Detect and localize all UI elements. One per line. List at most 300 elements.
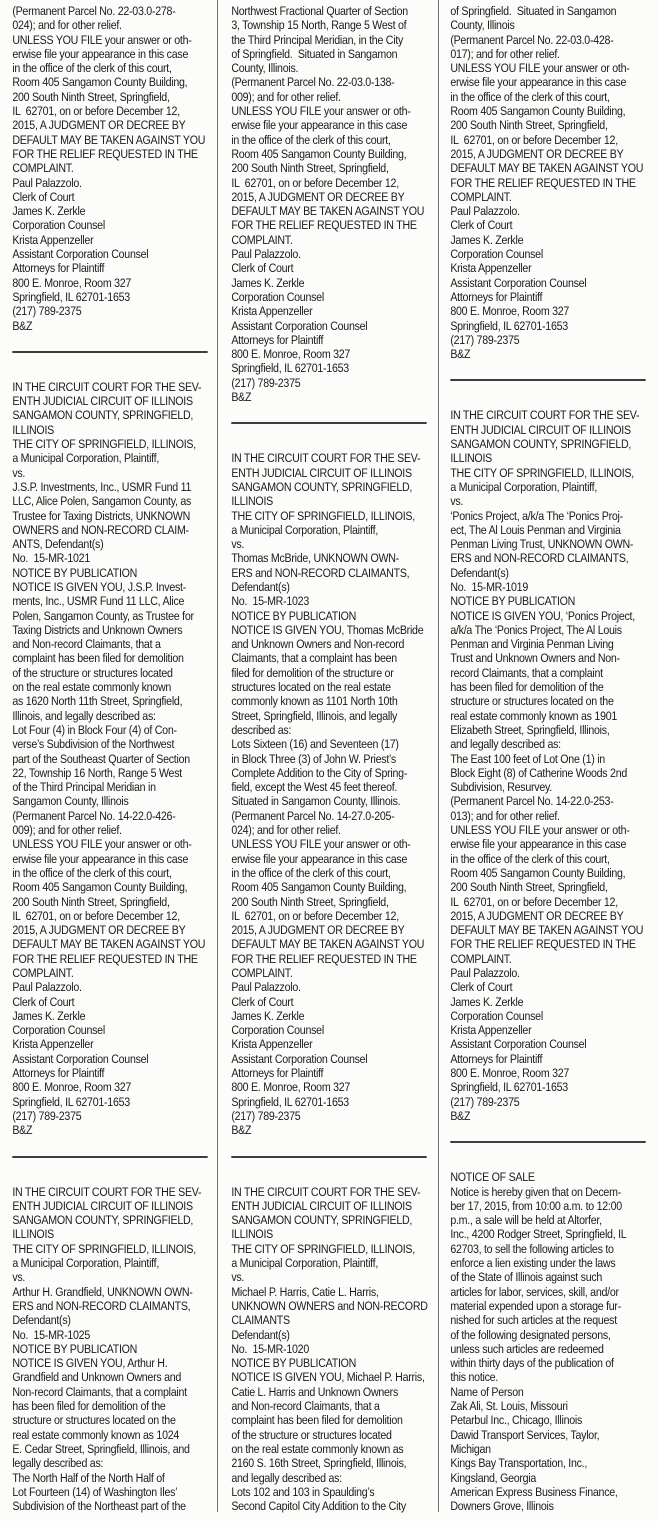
notice-line: (Permanent Parcel No. 14-22.0-426- bbox=[12, 808, 176, 823]
column-3-content bbox=[438, 4, 658, 1513]
notice-line: (217) 789-2375 bbox=[12, 304, 82, 319]
notice-line: (217) 789-2375 bbox=[450, 1094, 520, 1109]
notice-line: Attorneys for Plaintiff bbox=[231, 1066, 324, 1081]
notice-line: Springfield, IL 62701-1653 bbox=[450, 318, 568, 333]
notice-line: Krista Appenzeller bbox=[12, 232, 94, 247]
notice-line: COMPLAINT. bbox=[12, 966, 74, 980]
notice-line: ENTH JUDICIAL CIRCUIT OF ILLINOIS bbox=[231, 1198, 412, 1213]
notice-line: OWNERS and NON-RECORD CLAIM- bbox=[12, 522, 189, 537]
notice-line: of Springfield. Situated in Sangamon bbox=[231, 46, 398, 61]
notice-line: UNLESS YOU FILE your answer or oth- bbox=[12, 837, 192, 852]
notice-line: Defendant(s) bbox=[12, 1313, 71, 1328]
notice-line: structure or structures located on the bbox=[450, 694, 614, 709]
notice-line: erwise file your appearance in this case bbox=[231, 851, 408, 866]
notice-line: Northwest Fractional Quarter of Section bbox=[231, 4, 408, 18]
notice-separator-rule bbox=[12, 1156, 207, 1158]
notice-line: a Municipal Corporation, Plaintiff, bbox=[231, 522, 379, 537]
notice-line: ILLINOIS bbox=[12, 422, 54, 437]
notice-line: this notice. bbox=[450, 1370, 499, 1385]
notice-line: FOR THE RELIEF REQUESTED IN THE bbox=[450, 937, 636, 952]
notice-line: NOTICE IS GIVEN YOU, Thomas McBride bbox=[231, 622, 424, 637]
notice-line: IN THE CIRCUIT COURT FOR THE SEV- bbox=[12, 379, 202, 394]
notice-line: Kingsland, Georgia bbox=[450, 1470, 537, 1485]
notice-line: in the office of the clerk of this court, bbox=[450, 89, 610, 104]
notice-line: The East 100 feet of Lot One (1) in bbox=[450, 751, 605, 766]
notice-line: Springfield, IL 62701-1653 bbox=[12, 1094, 130, 1109]
notice-line: Krista Appenzeller bbox=[231, 304, 313, 319]
notice-separator-rule bbox=[12, 351, 207, 353]
notice-line: ENTH JUDICIAL CIRCUIT OF ILLINOIS bbox=[12, 1198, 193, 1213]
notice-line: IL 62701, on or before December 12, bbox=[231, 175, 399, 190]
notice-line: complaint has been filed for demolition bbox=[12, 651, 184, 666]
notice-line: (Permanent Parcel No. 22-03.0-428- bbox=[450, 32, 614, 47]
notice-line: commonly known as 1101 North 10th bbox=[231, 694, 398, 709]
notice-line: of the State of Illinois against such bbox=[450, 1270, 603, 1285]
notice-line: 009); and for other relief. bbox=[12, 823, 122, 838]
notice-case-15-MR-1019 bbox=[450, 408, 658, 1123]
notice-line: B&Z bbox=[450, 347, 471, 362]
notice-line: 62703, to sell the following articles to bbox=[450, 1241, 614, 1256]
notice-line: B&Z bbox=[231, 1123, 252, 1138]
notice-line: 2015, A JUDGMENT OR DECREE BY bbox=[231, 923, 405, 938]
notice-line: ERS and NON-RECORD CLAIMANTS, bbox=[12, 1298, 191, 1313]
notice-line: SANGAMON COUNTY, SPRINGFIELD, bbox=[12, 408, 194, 423]
notice-line: Clerk of Court bbox=[12, 189, 75, 204]
notice-line: of the structure or structures located bbox=[231, 1427, 392, 1442]
notice-line: 200 South Ninth Street, Springfield, bbox=[231, 894, 389, 909]
notice-line: and Non-record Claimants, that a bbox=[231, 1399, 380, 1414]
notice-line: B&Z bbox=[12, 1123, 33, 1138]
notice-line: American Express Business Finance, bbox=[450, 1484, 618, 1499]
notice-line: Corporation Counsel bbox=[231, 289, 324, 304]
notice-line: Michigan bbox=[450, 1441, 491, 1456]
notice-line: filed for demolition of the structure or bbox=[231, 665, 394, 680]
notice-line: Attorneys for Plaintiff bbox=[231, 332, 324, 347]
notice-line: UNLESS YOU FILE your answer or oth- bbox=[450, 823, 630, 838]
notice-line: and Unknown Owners and Non-record bbox=[231, 637, 405, 652]
notice-line: NOTICE BY PUBLICATION bbox=[450, 594, 576, 609]
notice-line: NOTICE BY PUBLICATION bbox=[12, 1341, 138, 1356]
notice-continued-parcel-22-03-0-138-009 bbox=[231, 4, 447, 404]
notice-line: Assistant Corporation Counsel bbox=[450, 1037, 587, 1052]
notice-separator-rule bbox=[450, 1141, 645, 1143]
notice-line: IL 62701, on or before December 12, bbox=[450, 132, 618, 147]
notice-line: Illinois, and legally described as: bbox=[12, 708, 156, 723]
notice-line: a Municipal Corporation, Plaintiff, bbox=[12, 1256, 160, 1271]
column-1 bbox=[0, 0, 219, 1513]
notice-line: NOTICE BY PUBLICATION bbox=[231, 608, 357, 623]
notice-line: erwise file your appearance in this case bbox=[450, 837, 627, 852]
notice-line: Paul Palazzolo. bbox=[12, 980, 82, 995]
notice-line: (Permanent Parcel No. 14-27.0-205- bbox=[231, 808, 395, 823]
notice-line: Defendant(s) bbox=[450, 565, 509, 580]
notice-line: Defendant(s) bbox=[231, 579, 290, 594]
notice-line: p.m., a sale will be held at Altorfer, bbox=[450, 1213, 602, 1228]
notice-line: 024); and for other relief. bbox=[231, 823, 341, 838]
notice-line: Paul Palazzolo. bbox=[12, 175, 82, 190]
notice-line: FOR THE RELIEF REQUESTED IN THE bbox=[231, 951, 417, 966]
notice-line: B&Z bbox=[12, 318, 33, 333]
notice-line: 800 E. Monroe, Room 327 bbox=[231, 1080, 351, 1095]
notice-line: COMPLAINT. bbox=[231, 966, 293, 980]
notice-line: in the office of the clerk of this court, bbox=[12, 865, 172, 880]
notice-line: 800 E. Monroe, Room 327 bbox=[231, 347, 351, 362]
notice-line: COMPLAINT. bbox=[450, 951, 512, 966]
notice-line: and legally described as: bbox=[450, 737, 561, 752]
notice-line: of the Third Principal Meridian in bbox=[12, 780, 156, 795]
notice-line: IL 62701, on or before December 12, bbox=[12, 104, 180, 119]
notice-line: County, Illinois bbox=[450, 18, 515, 33]
notice-line: Corporation Counsel bbox=[12, 218, 105, 233]
notice-line: verse’s Subdivision of the Northwest bbox=[12, 737, 175, 752]
notice-line: Zak Ali, St. Louis, Missouri bbox=[450, 1399, 568, 1414]
column-3 bbox=[438, 0, 657, 1513]
notice-line: FOR THE RELIEF REQUESTED IN THE bbox=[450, 175, 636, 190]
notice-line: Defendant(s) bbox=[231, 1327, 290, 1342]
notice-line: SANGAMON COUNTY, SPRINGFIELD, bbox=[231, 1213, 413, 1228]
notice-line: Trustee for Taxing Districts, UNKNOWN bbox=[12, 508, 191, 523]
notice-line: Springfield, IL 62701-1653 bbox=[231, 361, 349, 376]
notice-line: Krista Appenzeller bbox=[12, 1037, 94, 1052]
notice-line: Clerk of Court bbox=[450, 218, 513, 233]
notice-line: 200 South Ninth Street, Springfield, bbox=[12, 894, 170, 909]
notice-line: Non-record Claimants, that a complaint bbox=[12, 1384, 187, 1399]
notice-line: THE CITY OF SPRINGFIELD, ILLINOIS, bbox=[450, 465, 634, 480]
notice-line: ILLINOIS bbox=[450, 451, 492, 466]
notice-line: UNKNOWN OWNERS and NON-RECORD bbox=[231, 1298, 428, 1313]
notice-line: field, except the West 45 feet thereof. bbox=[231, 780, 398, 795]
notice-line: a Municipal Corporation, Plaintiff, bbox=[231, 1256, 379, 1271]
notice-line: Corporation Counsel bbox=[450, 247, 543, 262]
notice-line: structure or structures located on the bbox=[12, 1413, 176, 1428]
notice-line: Corporation Counsel bbox=[450, 1008, 543, 1023]
notice-line: No. 15-MR-1020 bbox=[231, 1341, 309, 1356]
notice-line: Clerk of Court bbox=[450, 980, 513, 995]
notice-line: CLAIMANTS bbox=[231, 1313, 290, 1328]
notice-line: James K. Zerkle bbox=[450, 232, 524, 247]
notice-line: ‘Ponics Project, a/k/a The ‘Ponics Proj- bbox=[450, 508, 623, 523]
notice-line: Assistant Corporation Counsel bbox=[12, 247, 149, 262]
notice-line: Attorneys for Plaintiff bbox=[450, 1051, 543, 1066]
notice-line: within thirty days of the publication of bbox=[450, 1356, 614, 1371]
notice-line: Sangamon County, Illinois bbox=[12, 794, 129, 809]
notice-line: 200 South Ninth Street, Springfield, bbox=[231, 161, 389, 176]
notice-line: record Claimants, that a complaint bbox=[450, 665, 603, 680]
notice-line: (217) 789-2375 bbox=[231, 375, 301, 390]
notice-of-sale-altorfer bbox=[450, 1170, 658, 1513]
notice-line: 2015, A JUDGMENT OR DECREE BY bbox=[12, 923, 186, 938]
notice-line: ENTH JUDICIAL CIRCUIT OF ILLINOIS bbox=[12, 394, 193, 409]
notice-line: ILLINOIS bbox=[231, 494, 273, 509]
notice-line: 800 E. Monroe, Room 327 bbox=[450, 304, 570, 319]
notice-line: 800 E. Monroe, Room 327 bbox=[12, 1080, 132, 1095]
notice-line: Room 405 Sangamon County Building, bbox=[12, 880, 188, 895]
notice-line: IL 62701, on or before December 12, bbox=[12, 908, 180, 923]
notice-line: Complete Addition to the City of Spring- bbox=[231, 765, 408, 780]
notice-line: and Non-record Claimants, that a bbox=[12, 637, 161, 652]
notice-line: 2015, A JUDGMENT OR DECREE BY bbox=[450, 146, 624, 161]
notice-line: Elizabeth Street, Springfield, Illinois, bbox=[450, 722, 610, 737]
notice-line: Attorneys for Plaintiff bbox=[450, 289, 543, 304]
notice-line: Catie L. Harris and Unknown Owners bbox=[231, 1384, 399, 1399]
notice-line: 22, Township 16 North, Range 5 West bbox=[12, 765, 182, 780]
notice-line: Taxing Districts and Unknown Owners bbox=[12, 622, 183, 637]
notice-line: NOTICE BY PUBLICATION bbox=[12, 565, 138, 580]
notice-line: Grandfield and Unknown Owners and bbox=[12, 1370, 182, 1385]
notice-line: Claimants, that a complaint has been bbox=[231, 651, 397, 666]
notice-line: Situated in Sangamon County, Illinois. bbox=[231, 794, 401, 809]
notice-line: James K. Zerkle bbox=[231, 275, 305, 290]
notice-line: Room 405 Sangamon County Building, bbox=[450, 104, 626, 119]
notice-line: ments, Inc., USMR Fund 11 LLC, Alice bbox=[12, 594, 185, 609]
notice-continued-parcel-22-03-0-278-024 bbox=[12, 4, 228, 333]
notice-line: DEFAULT MAY BE TAKEN AGAINST YOU bbox=[231, 937, 425, 952]
notice-line: Clerk of Court bbox=[12, 994, 75, 1009]
notice-line: and legally described as: bbox=[231, 1470, 342, 1485]
notice-line: unless such articles are redeemed bbox=[450, 1341, 604, 1356]
notice-line: a Municipal Corporation, Plaintiff, bbox=[450, 479, 598, 494]
notice-line: erwise file your appearance in this case bbox=[12, 851, 189, 866]
notice-line: part of the Southeast Quarter of Section bbox=[12, 751, 190, 766]
notice-line: Penman and Virginia Penman Living bbox=[450, 637, 614, 652]
notice-line: J.S.P. Investments, Inc., USMR Fund 11 bbox=[12, 479, 192, 494]
notice-line: ber 17, 2015, from 10:00 a.m. to 12:00 bbox=[450, 1198, 622, 1213]
notice-line: articles for labor, services, skill, and/or bbox=[450, 1284, 619, 1299]
notice-line: ILLINOIS bbox=[12, 1227, 54, 1242]
notice-line: Downers Grove, Illinois bbox=[450, 1499, 554, 1514]
notice-line: vs. bbox=[12, 1270, 26, 1285]
notice-line: THE CITY OF SPRINGFIELD, ILLINOIS, bbox=[12, 437, 196, 452]
notice-line: COMPLAINT. bbox=[231, 232, 293, 247]
notice-continued-parcel-22-03-0-428-017 bbox=[450, 4, 658, 361]
notice-line: 200 South Ninth Street, Springfield, bbox=[450, 118, 608, 133]
notice-line: IL 62701, on or before December 12, bbox=[231, 908, 399, 923]
notice-line: ERS and NON-RECORD CLAIMANTS, bbox=[231, 565, 410, 580]
notice-line: NOTICE IS GIVEN YOU, ‘Ponics Project, bbox=[450, 608, 635, 623]
notice-line: No. 15-MR-1025 bbox=[12, 1327, 90, 1342]
notice-line: (Permanent Parcel No. 22-03.0-278- bbox=[12, 4, 176, 18]
notice-line: Trust and Unknown Owners and Non- bbox=[450, 651, 620, 666]
notice-line: Street, Springfield, Illinois, and legally bbox=[231, 708, 398, 723]
notice-line: as 1620 North 11th Street, Springfield, bbox=[12, 694, 183, 709]
notice-line: DEFAULT MAY BE TAKEN AGAINST YOU bbox=[12, 132, 206, 147]
notice-line: Assistant Corporation Counsel bbox=[231, 1051, 368, 1066]
column-2-content bbox=[219, 4, 448, 1513]
notice-line: complaint has been filed for demolition bbox=[231, 1413, 403, 1428]
notice-line: Clerk of Court bbox=[231, 261, 294, 276]
notice-line: James K. Zerkle bbox=[12, 204, 86, 219]
notice-line: real estate commonly known as 1024 bbox=[12, 1427, 180, 1442]
notice-line: the Third Principal Meridian, in the City bbox=[231, 32, 404, 47]
notice-line: ect, The Al Louis Penman and Virginia bbox=[450, 522, 621, 537]
notice-line: James K. Zerkle bbox=[450, 994, 524, 1009]
notice-line: Paul Palazzolo. bbox=[450, 966, 520, 980]
notice-line: in the office of the clerk of this court, bbox=[12, 61, 172, 76]
notice-line: Assistant Corporation Counsel bbox=[12, 1051, 149, 1066]
notice-line: 009); and for other relief. bbox=[231, 89, 341, 104]
notice-line: Penman Living Trust, UNKNOWN OWN- bbox=[450, 537, 634, 552]
notice-line: Dawid Transport Services, Taylor, bbox=[450, 1427, 600, 1442]
notice-line: ENTH JUDICIAL CIRCUIT OF ILLINOIS bbox=[450, 422, 631, 437]
notice-line: Paul Palazzolo. bbox=[231, 247, 301, 262]
notice-line: 2015, A JUDGMENT OR DECREE BY bbox=[231, 189, 405, 204]
notice-line: 013); and for other relief. bbox=[450, 808, 560, 823]
notice-line: vs. bbox=[12, 465, 26, 480]
notice-line: 2160 S. 16th Street, Springfield, Illinois, bbox=[231, 1456, 407, 1471]
notice-line: Room 405 Sangamon County Building, bbox=[231, 146, 407, 161]
notice-line: Name of Person bbox=[450, 1384, 524, 1399]
notice-line: The North Half of the North Half of bbox=[12, 1470, 165, 1485]
column-2 bbox=[219, 0, 438, 1513]
notice-line: THE CITY OF SPRINGFIELD, ILLINOIS, bbox=[12, 1241, 196, 1256]
notice-line: UNLESS YOU FILE your answer or oth- bbox=[12, 32, 192, 47]
notice-line: Kings Bay Transportation, Inc., bbox=[450, 1456, 588, 1471]
notice-line: DEFAULT MAY BE TAKEN AGAINST YOU bbox=[450, 161, 644, 176]
notice-line: erwise file your appearance in this case bbox=[450, 75, 627, 90]
notice-line: E. Cedar Street, Springfield, Illinois, and bbox=[12, 1441, 190, 1456]
notice-line: on the real estate commonly known as bbox=[231, 1441, 404, 1456]
notice-line: Attorneys for Plaintiff bbox=[12, 261, 105, 276]
notice-line: in the office of the clerk of this court, bbox=[450, 851, 610, 866]
notice-case-15-MR-1023 bbox=[231, 451, 447, 1137]
notice-line: 800 E. Monroe, Room 327 bbox=[450, 1066, 570, 1081]
notice-line: UNLESS YOU FILE your answer or oth- bbox=[450, 61, 630, 76]
notice-line: Springfield, IL 62701-1653 bbox=[231, 1094, 349, 1109]
notice-line: IN THE CIRCUIT COURT FOR THE SEV- bbox=[231, 451, 421, 466]
notice-line: DEFAULT MAY BE TAKEN AGAINST YOU bbox=[450, 923, 644, 938]
notice-line: in Block Three (3) of John W. Priest’s bbox=[231, 751, 396, 766]
notice-line: on the real estate commonly known bbox=[12, 680, 172, 695]
notice-line: ERS and NON-RECORD CLAIMANTS, bbox=[450, 551, 629, 566]
notice-line: Springfield, IL 62701-1653 bbox=[12, 289, 130, 304]
notice-line: No. 15-MR-1023 bbox=[231, 594, 309, 609]
notice-line: of the following designated persons, bbox=[450, 1327, 611, 1342]
notice-line: NOTICE IS GIVEN YOU, Michael P. Harris, bbox=[231, 1370, 425, 1385]
notice-line: 200 South Ninth Street, Springfield, bbox=[12, 89, 170, 104]
notice-line: NOTICE IS GIVEN YOU, Arthur H. bbox=[12, 1356, 168, 1371]
notice-line: Krista Appenzeller bbox=[231, 1037, 313, 1052]
notice-line: NOTICE BY PUBLICATION bbox=[231, 1356, 357, 1371]
notice-line: B&Z bbox=[231, 390, 252, 405]
notice-line: erwise file your appearance in this case bbox=[231, 118, 408, 133]
notice-line: No. 15-MR-1019 bbox=[450, 579, 528, 594]
notice-line: Paul Palazzolo. bbox=[231, 980, 301, 995]
notice-line: COMPLAINT. bbox=[12, 161, 74, 176]
notice-line: 800 E. Monroe, Room 327 bbox=[12, 275, 132, 290]
notice-separator-rule bbox=[231, 1156, 426, 1158]
notice-line: Notice is hereby given that on Decem- bbox=[450, 1184, 621, 1199]
notice-line: B&Z bbox=[450, 1108, 471, 1123]
notice-line: Lot Fourteen (14) of Washington Iles’ bbox=[12, 1484, 178, 1499]
notice-line: SANGAMON COUNTY, SPRINGFIELD, bbox=[12, 1213, 194, 1228]
notice-line: 200 South Ninth Street, Springfield, bbox=[450, 880, 608, 895]
notice-line: Room 405 Sangamon County Building, bbox=[231, 880, 407, 895]
notice-line: nished for such articles at the request bbox=[450, 1313, 617, 1328]
notice-line: vs. bbox=[231, 537, 245, 552]
notice-line: FOR THE RELIEF REQUESTED IN THE bbox=[12, 146, 198, 161]
notice-line: Clerk of Court bbox=[231, 994, 294, 1009]
notice-line: Michael P. Harris, Catie L. Harris, bbox=[231, 1284, 379, 1299]
notice-line: UNLESS YOU FILE your answer or oth- bbox=[231, 837, 411, 852]
notice-line: Krista Appenzeller bbox=[450, 1023, 532, 1038]
notice-separator-rule bbox=[231, 422, 426, 424]
notice-line: Assistant Corporation Counsel bbox=[450, 275, 587, 290]
notice-line: legally described as: bbox=[12, 1456, 104, 1471]
notice-line: Subdivision, Resurvey. bbox=[450, 780, 552, 795]
notice-line: NOTICE IS GIVEN YOU, J.S.P. Invest- bbox=[12, 579, 187, 594]
notice-line: COMPLAINT. bbox=[450, 189, 512, 204]
notice-line: (217) 789-2375 bbox=[450, 332, 520, 347]
notice-line: Springfield, IL 62701-1653 bbox=[450, 1080, 568, 1095]
notice-line: Paul Palazzolo. bbox=[450, 204, 520, 219]
notice-line: Krista Appenzeller bbox=[450, 261, 532, 276]
notice-line: Second Capitol City Addition to the City bbox=[231, 1499, 406, 1514]
notice-line: Block Eight (8) of Catherine Woods 2nd bbox=[450, 765, 628, 780]
notice-line: erwise file your appearance in this case bbox=[12, 46, 189, 61]
notice-line: THE CITY OF SPRINGFIELD, ILLINOIS, bbox=[231, 508, 415, 523]
notice-line: 3, Township 15 North, Range 5 West of bbox=[231, 18, 407, 33]
notice-line: County, Illinois. bbox=[231, 61, 299, 76]
notice-case-15-MR-1020-beginning bbox=[231, 1185, 447, 1514]
notice-line: vs. bbox=[450, 494, 464, 509]
notice-case-15-MR-1021 bbox=[12, 380, 228, 1138]
notice-line: IN THE CIRCUIT COURT FOR THE SEV- bbox=[450, 408, 640, 423]
notice-line: IL 62701, on or before December 12, bbox=[450, 894, 618, 909]
notice-line: Inc., 4200 Rodger Street, Springfield, IL bbox=[450, 1227, 627, 1242]
notice-line: 024); and for other relief. bbox=[12, 18, 122, 33]
notice-line: Corporation Counsel bbox=[12, 1023, 105, 1038]
notice-line: LLC, Alice Polen, Sangamon County, as bbox=[12, 494, 192, 509]
column-1-content bbox=[0, 4, 229, 1513]
notice-line: Polen, Sangamon County, as Trustee for bbox=[12, 608, 194, 623]
notice-line: of the structure or structures located bbox=[12, 665, 173, 680]
notice-line: real estate commonly known as 1901 bbox=[450, 708, 618, 723]
notice-line: Thomas McBride, UNKNOWN OWN- bbox=[231, 551, 399, 566]
notice-line: Room 405 Sangamon County Building, bbox=[12, 75, 188, 90]
notice-line: Attorneys for Plaintiff bbox=[12, 1066, 105, 1081]
notice-line: THE CITY OF SPRINGFIELD, ILLINOIS, bbox=[231, 1241, 415, 1256]
notice-line: has been filed for demolition of the bbox=[12, 1399, 166, 1414]
notice-separator-rule bbox=[450, 379, 645, 381]
notice-line: ILLINOIS bbox=[231, 1227, 273, 1242]
notice-line: vs. bbox=[231, 1270, 245, 1285]
notice-line: 2015, A JUDGMENT OR DECREE BY bbox=[12, 118, 186, 133]
notice-line: enforce a lien existing under the laws bbox=[450, 1256, 616, 1271]
notice-line: a/k/a The ‘Ponics Project, The Al Louis bbox=[450, 622, 622, 637]
notice-line: described as: bbox=[231, 722, 292, 737]
notice-line: Lot Four (4) in Block Four (4) of Con- bbox=[12, 722, 177, 737]
notice-line: Assistant Corporation Counsel bbox=[231, 318, 368, 333]
notice-line: Room 405 Sangamon County Building, bbox=[450, 865, 626, 880]
notice-line: DEFAULT MAY BE TAKEN AGAINST YOU bbox=[231, 204, 425, 219]
notice-line: IN THE CIRCUIT COURT FOR THE SEV- bbox=[231, 1184, 421, 1199]
notice-line: a Municipal Corporation, Plaintiff, bbox=[12, 451, 160, 466]
notice-line: (217) 789-2375 bbox=[231, 1108, 301, 1123]
notice-line: No. 15-MR-1021 bbox=[12, 551, 90, 566]
notice-line: Arthur H. Grandfield, UNKNOWN OWN- bbox=[12, 1284, 193, 1299]
notice-line: has been filed for demolition of the bbox=[450, 680, 604, 695]
notice-line: (Permanent Parcel No. 22-03.0-138- bbox=[231, 75, 395, 90]
notice-case-15-MR-1025-beginning bbox=[12, 1185, 228, 1514]
notice-line: FOR THE RELIEF REQUESTED IN THE bbox=[12, 951, 198, 966]
notice-line: James K. Zerkle bbox=[231, 1008, 305, 1023]
notice-line: 017); and for other relief. bbox=[450, 46, 560, 61]
notice-line: material expended upon a storage fur- bbox=[450, 1298, 621, 1313]
notice-line: 2015, A JUDGMENT OR DECREE BY bbox=[450, 908, 624, 923]
notice-line: of Springfield. Situated in Sangamon bbox=[450, 4, 617, 18]
notice-line: SANGAMON COUNTY, SPRINGFIELD, bbox=[231, 479, 413, 494]
notice-line: Lots 102 and 103 in Spaulding’s bbox=[231, 1484, 375, 1499]
